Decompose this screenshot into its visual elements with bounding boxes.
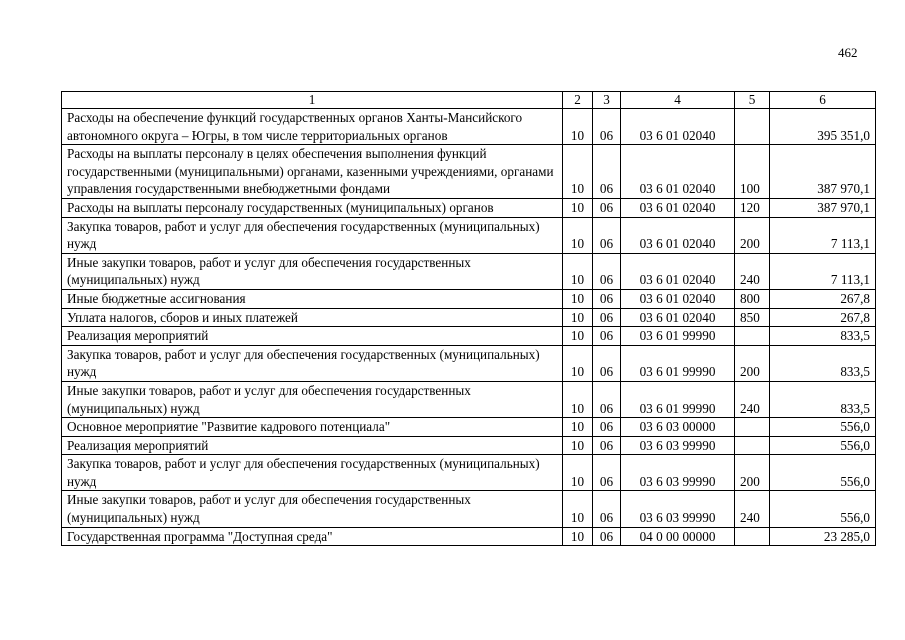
subsection-cell: 06 [593, 327, 621, 346]
expense-type-cell: 850 [735, 308, 770, 327]
subsection-cell: 06 [593, 308, 621, 327]
table-header-row [62, 92, 876, 109]
target-article-cell: 03 6 01 02040 [621, 289, 735, 308]
table-row [62, 527, 876, 546]
subsection-cell: 06 [593, 381, 621, 417]
table-row [62, 345, 876, 381]
amount-cell: 556,0 [770, 455, 876, 491]
section-cell: 10 [563, 253, 593, 289]
subsection-cell: 06 [593, 253, 621, 289]
target-article-cell: 04 0 00 00000 [621, 527, 735, 546]
amount-cell: 387 970,1 [770, 198, 876, 217]
page-number: 462 [838, 45, 858, 60]
column-header-3: 3 [593, 92, 621, 109]
table-row [62, 145, 876, 199]
table-row [62, 109, 876, 145]
table-row [62, 327, 876, 346]
subsection-cell: 06 [593, 217, 621, 253]
amount-cell: 7 113,1 [770, 253, 876, 289]
target-article-cell: 03 6 01 99990 [621, 345, 735, 381]
table-row [62, 308, 876, 327]
section-cell: 10 [563, 327, 593, 346]
expense-name-cell: Закупка товаров, работ и услуг для обеспечения государственных (муниципальных) нужд [62, 345, 563, 381]
expense-type-cell: 200 [735, 217, 770, 253]
subsection-cell: 06 [593, 145, 621, 199]
expense-name-cell: Иные бюджетные ассигнования [62, 289, 563, 308]
expense-name-cell: Основное мероприятие "Развитие кадрового потенциала" [62, 418, 563, 437]
subsection-cell: 06 [593, 527, 621, 546]
amount-cell: 267,8 [770, 289, 876, 308]
section-cell: 10 [563, 345, 593, 381]
expense-type-cell: 240 [735, 491, 770, 527]
amount-cell: 833,5 [770, 345, 876, 381]
amount-cell: 395 351,0 [770, 109, 876, 145]
expense-name-cell: Государственная программа "Доступная среда" [62, 527, 563, 546]
expense-type-cell [735, 527, 770, 546]
expense-name-cell: Расходы на выплаты персоналу государственных (муниципальных) органов [62, 198, 563, 217]
section-cell: 10 [563, 109, 593, 145]
expense-type-cell: 100 [735, 145, 770, 199]
budget-table [61, 91, 876, 546]
expense-name-cell: Расходы на обеспечение функций государственных органов Ханты-Мансийского автономного округа – Югры, в том числе территориальных органов [62, 109, 563, 145]
target-article-cell: 03 6 03 00000 [621, 418, 735, 437]
subsection-cell: 06 [593, 109, 621, 145]
section-cell: 10 [563, 381, 593, 417]
table-row [62, 491, 876, 527]
table-row [62, 455, 876, 491]
target-article-cell: 03 6 03 99990 [621, 455, 735, 491]
table-row [62, 436, 876, 455]
expense-type-cell [735, 327, 770, 346]
expense-name-cell: Расходы на выплаты персоналу в целях обеспечения выполнения функций государственными (муниципальными) органами, казенными учреждениями, органами управления государственными внебюджетными фондами [62, 145, 563, 199]
expense-name-cell: Закупка товаров, работ и услуг для обеспечения государственных (муниципальных) нужд [62, 455, 563, 491]
table-row [62, 289, 876, 308]
amount-cell: 556,0 [770, 491, 876, 527]
section-cell: 10 [563, 436, 593, 455]
target-article-cell: 03 6 03 99990 [621, 491, 735, 527]
section-cell: 10 [563, 308, 593, 327]
subsection-cell: 06 [593, 198, 621, 217]
subsection-cell: 06 [593, 345, 621, 381]
expense-type-cell [735, 436, 770, 455]
expense-type-cell: 200 [735, 345, 770, 381]
expense-type-cell: 800 [735, 289, 770, 308]
target-article-cell: 03 6 01 02040 [621, 308, 735, 327]
expense-type-cell [735, 418, 770, 437]
subsection-cell: 06 [593, 455, 621, 491]
section-cell: 10 [563, 527, 593, 546]
amount-cell: 387 970,1 [770, 145, 876, 199]
subsection-cell: 06 [593, 491, 621, 527]
target-article-cell: 03 6 01 99990 [621, 381, 735, 417]
expense-type-cell: 240 [735, 381, 770, 417]
amount-cell: 833,5 [770, 381, 876, 417]
subsection-cell: 06 [593, 436, 621, 455]
target-article-cell: 03 6 01 02040 [621, 109, 735, 145]
amount-cell: 23 285,0 [770, 527, 876, 546]
table-row [62, 217, 876, 253]
column-header-2: 2 [563, 92, 593, 109]
amount-cell: 556,0 [770, 436, 876, 455]
expense-type-cell: 200 [735, 455, 770, 491]
column-header-5: 5 [735, 92, 770, 109]
amount-cell: 7 113,1 [770, 217, 876, 253]
amount-cell: 556,0 [770, 418, 876, 437]
expense-type-cell [735, 109, 770, 145]
expense-name-cell: Иные закупки товаров, работ и услуг для обеспечения государственных (муниципальных) нужд [62, 253, 563, 289]
target-article-cell: 03 6 01 02040 [621, 217, 735, 253]
section-cell: 10 [563, 289, 593, 308]
expense-name-cell: Закупка товаров, работ и услуг для обеспечения государственных (муниципальных) нужд [62, 217, 563, 253]
amount-cell: 267,8 [770, 308, 876, 327]
expense-name-cell: Иные закупки товаров, работ и услуг для обеспечения государственных (муниципальных) нужд [62, 381, 563, 417]
amount-cell: 833,5 [770, 327, 876, 346]
section-cell: 10 [563, 418, 593, 437]
target-article-cell: 03 6 01 99990 [621, 327, 735, 346]
table-row [62, 418, 876, 437]
target-article-cell: 03 6 03 99990 [621, 436, 735, 455]
subsection-cell: 06 [593, 289, 621, 308]
target-article-cell: 03 6 01 02040 [621, 145, 735, 199]
expense-name-cell: Реализация мероприятий [62, 436, 563, 455]
column-header-4: 4 [621, 92, 735, 109]
column-header-1: 1 [62, 92, 563, 109]
section-cell: 10 [563, 145, 593, 199]
expense-name-cell: Иные закупки товаров, работ и услуг для обеспечения государственных (муниципальных) нужд [62, 491, 563, 527]
target-article-cell: 03 6 01 02040 [621, 198, 735, 217]
table-row [62, 198, 876, 217]
section-cell: 10 [563, 491, 593, 527]
section-cell: 10 [563, 198, 593, 217]
section-cell: 10 [563, 455, 593, 491]
column-header-6: 6 [770, 92, 876, 109]
expense-name-cell: Уплата налогов, сборов и иных платежей [62, 308, 563, 327]
table-row [62, 253, 876, 289]
subsection-cell: 06 [593, 418, 621, 437]
expense-type-cell: 240 [735, 253, 770, 289]
target-article-cell: 03 6 01 02040 [621, 253, 735, 289]
expense-name-cell: Реализация мероприятий [62, 327, 563, 346]
section-cell: 10 [563, 217, 593, 253]
expense-type-cell: 120 [735, 198, 770, 217]
table-row [62, 381, 876, 417]
